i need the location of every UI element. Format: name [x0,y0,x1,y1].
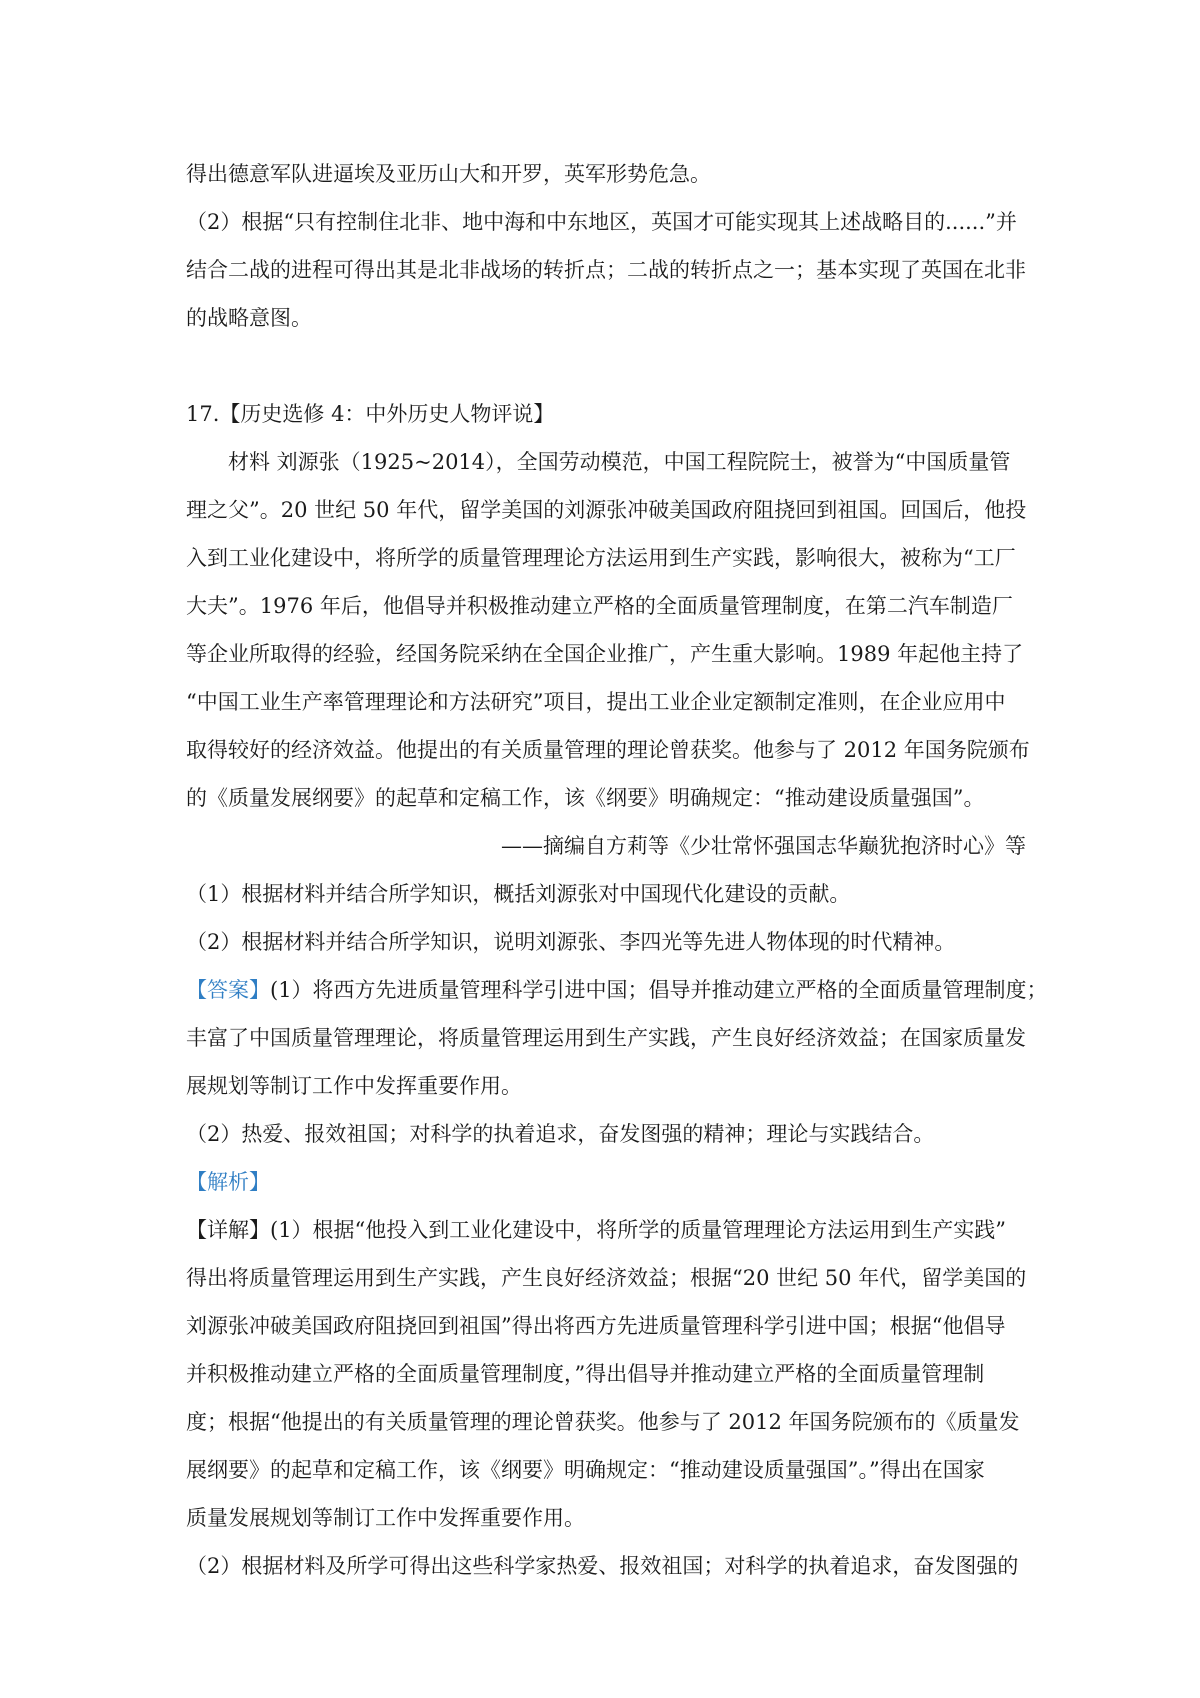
material-line: 取得较好的经济效益。他提出的有关质量管理的理论曾获奖。他参与了 2012 年国务院颁布 [186,738,1030,762]
analysis-section [186,1158,1026,1590]
analysis-line: 得出将质量管理运用到生产实践，产生良好经济效益；根据“20 世纪 50 年代，留学美国的 [186,1266,1027,1290]
answer-line [186,966,1048,1014]
material-source: ——摘编自方莉等《少壮常怀强国志华巅犹抱济时心》等 [501,834,1026,858]
analysis-heading-line [186,1158,1026,1206]
text-line: （2）根据“只有控制住北非、地中海和中东地区，英国才可能实现其上述战略目的......”并 [186,210,1017,234]
analysis-tag: 【解析】 [186,1170,270,1194]
detail-tag: 【详解】 [186,1218,270,1242]
material-line: 材料 刘源张（1925~2014），全国劳动模范，中国工程院院士，被誉为“中国质量管 [228,450,1011,474]
analysis-line: 并积极推动建立严格的全面质量管理制度，”得出倡导并推动建立严格的全面质量管理制 [186,1362,985,1386]
answer-line: （2）热爱、报效祖国；对科学的执着追求，奋发图强的精神；理论与实践结合。 [186,1122,935,1146]
material-line: “中国工业生产率管理理论和方法研究”项目，提出工业企业定额制定准则，在企业应用中 [186,690,1006,714]
analysis-line: 质量发展规划等制订工作中发挥重要作用。 [186,1506,585,1530]
sub-question-2: （2）根据材料并结合所学知识，说明刘源张、李四光等先进人物体现的时代精神。 [186,930,956,954]
material-paragraph [186,438,1030,822]
detail-text: (1）根据“他投入到工业化建设中，将所学的质量管理理论方法运用到生产实践” [270,1218,1007,1242]
text-line: 结合二战的进程可得出其是北非战场的转折点；二战的转折点之一；基本实现了英国在北非 [186,258,1026,282]
material-line: 大夫”。1976 年后，他倡导并积极推动建立严格的全面质量管理制度，在第二汽车制造厂 [186,594,1013,618]
analysis-line: （2）根据材料及所学可得出这些科学家热爱、报效祖国；对科学的执着追求，奋发图强的 [186,1554,1019,1578]
text-line: 的战略意图。 [186,306,312,330]
answer-tag: 【答案】 [186,978,270,1002]
answer-line: 展规划等制订工作中发挥重要作用。 [186,1074,522,1098]
previous-analysis [186,150,1026,342]
answer-line: 丰富了中国质量管理理论，将质量管理运用到生产实践，产生良好经济效益；在国家质量发 [186,1026,1026,1050]
analysis-line: 展纲要》的起草和定稿工作，该《纲要》明确规定：“推动建设质量强国”。”得出在国家 [186,1458,985,1482]
material-line: 的《质量发展纲要》的起草和定稿工作，该《纲要》明确规定：“推动建设质量强国”。 [186,786,985,810]
sub-question-1: （1）根据材料并结合所学知识，概括刘源张对中国现代化建设的贡献。 [186,882,851,906]
material-line: 等企业所取得的经验，经国务院采纳在全国企业推广，产生重大影响。1989 年起他主持了 [186,642,1024,666]
question-heading: 17.【历史选修 4：中外历史人物评说】 [186,402,555,426]
answer-section [186,966,1048,1158]
document-page [186,150,1048,1590]
analysis-line: 度；根据“他提出的有关质量管理的理论曾获奖。他参与了 2012 年国务院颁布的《质量发 [186,1410,1020,1434]
analysis-line: 刘源张冲破美国政府阻挠回到祖国”得出将西方先进质量管理科学引进中国；根据“他倡导 [186,1314,1006,1338]
answer-text: (1）将西方先进质量管理科学引进中国；倡导并推动建立严格的全面质量管理制度； [270,978,1048,1002]
text-line: 得出德意军队进逼埃及亚历山大和开罗，英军形势危急。 [186,162,711,186]
material-line: 入到工业化建设中，将所学的质量管理理论方法运用到生产实践，影响很大，被称为“工厂 [186,546,1016,570]
detail-line [186,1206,1026,1254]
material-line: 理之父”。20 世纪 50 年代，留学美国的刘源张冲破美国政府阻挠回到祖国。回国后，他投 [186,498,1027,522]
